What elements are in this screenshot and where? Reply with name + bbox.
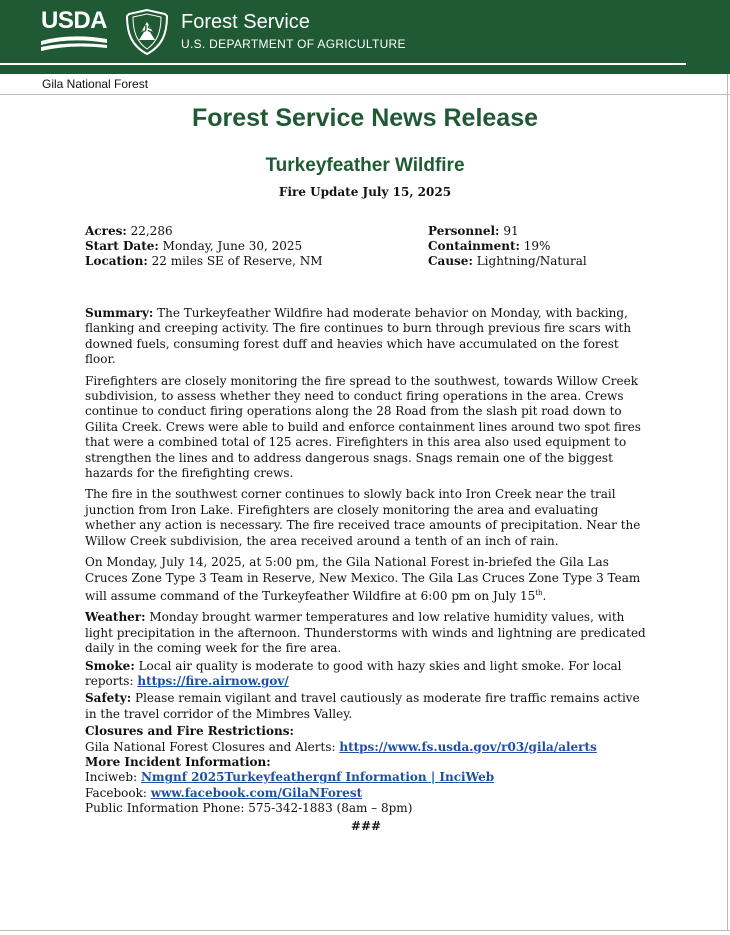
page-right-border — [727, 74, 728, 930]
header-separator — [0, 94, 730, 95]
fact-personnel: Personnel: 91 — [428, 224, 519, 238]
agency-name: Forest Service — [181, 11, 310, 33]
weather-paragraph: Weather: Monday brought warmer temperatures and low relative humidity values, with light precipitation in the afternoon. Thunderstorms with winds and lightning are predicated daily in the coming week for the fire area. — [85, 610, 646, 656]
usda-logo — [41, 9, 107, 54]
closures-alerts-link[interactable]: https://www.fs.usda.gov/r03/gila/alerts — [339, 739, 597, 754]
facebook-line: Facebook: www.facebook.com/GilaNForest — [85, 785, 363, 800]
fact-containment: Containment: 19% — [428, 239, 551, 253]
inciweb-line: Inciweb: Nmgnf 2025Turkeyfeathergnf Information | InciWeb — [85, 770, 495, 785]
forest-service-shield-icon — [124, 8, 170, 56]
fact-acres: Acres: 22,286 — [85, 224, 173, 238]
release-title: Forest Service News Release — [191, 104, 539, 132]
inciweb-link[interactable]: Nmgnf 2025Turkeyfeathergnf Information | InciWeb — [140, 770, 495, 785]
safety-paragraph: Safety: Please remain vigilant and travel cautiously as moderate fire traffic remains active in the travel corridor of the Mimbres Valley. — [85, 691, 640, 721]
facebook-link[interactable]: www.facebook.com/GilaNForest — [150, 785, 363, 800]
page-bottom-border — [0, 930, 730, 931]
agency-header-banner — [0, 0, 730, 74]
forest-name: Gila National Forest — [42, 77, 149, 91]
shield-text: US — [140, 24, 154, 35]
southwest-paragraph: The fire in the southwest corner continues to slowly back into Iron Creek near the trail junction from Iron Lake. Firefighters are closely monitoring the area and evaluating whether any action is necessary. The fire received trace amounts of precipitation. Near the Willow Creek subdivision, the area received around a tenth of an inch of rain. — [85, 487, 641, 548]
closures-line: Gila National Forest Closures and Alerts: https://www.fs.usda.gov/r03/gila/alerts — [85, 739, 597, 754]
fact-start-date: Start Date: Monday, June 30, 2025 — [85, 239, 303, 253]
header-rule — [0, 63, 686, 65]
summary-paragraph: Summary: The Turkeyfeather Wildfire had moderate behavior on Monday, with backing, flanking and creeping activity. The fire continues to burn through previous fire scars with downed fuels, consuming forest duff and heavies which have accumulated on the forest floor. — [85, 306, 632, 367]
fact-cause: Cause: Lightning/Natural — [428, 254, 587, 268]
department-name: U.S. DEPARTMENT OF AGRICULTURE — [181, 37, 406, 51]
fire-name: Turkeyfeather Wildfire — [265, 155, 465, 176]
phone-line: Public Information Phone: 575-342-1883 (8am – 8pm) — [85, 801, 413, 816]
release-body — [85, 306, 647, 834]
more-info-heading: More Incident Information: — [85, 754, 271, 769]
fact-location: Location: 22 miles SE of Reserve, NM — [85, 254, 323, 268]
usda-swoosh-icon — [41, 35, 107, 55]
end-mark: ### — [350, 818, 382, 833]
closures-heading: Closures and Fire Restrictions: — [85, 724, 294, 739]
fire-facts-left — [85, 224, 323, 269]
fire-facts-right — [428, 224, 587, 269]
airnow-link[interactable]: https://fire.airnow.gov/ — [137, 673, 289, 688]
usda-logo-text: USDA — [41, 7, 108, 34]
smoke-paragraph: Smoke: Local air quality is moderate to good with hazy skies and light smoke. For local reports: https://fire.airnow.gov/ — [85, 658, 622, 688]
operations-paragraph: Firefighters are closely monitoring the fire spread to the southwest, towards Willow Creek subdivision, to assess whether they need to conduct firing operations in the area. Crews continue to conduct firing operations along the 28 Road from the slash pit road down to Gilita Creek. Crews were able to build and enforce containment lines around two spot fires that were a combined total of 125 acres. Firefighters in this area also used equipment to strengthen the lines and to address dangerous snags. Snags remain one of the biggest hazards for the firefighting crews. — [85, 373, 641, 481]
update-date: Fire Update July 15, 2025 — [278, 185, 452, 199]
team-transition-paragraph: On Monday, July 14, 2025, at 5:00 pm, the Gila National Forest in-briefed the Gila Las Cruces Zone Type 3 Team in Reserve, New Mexico. The Gila Las Cruces Zone Type 3 Team will assume command of the Turkeyfeather Wildfire at 6:00 pm on July 15th. — [85, 555, 641, 603]
